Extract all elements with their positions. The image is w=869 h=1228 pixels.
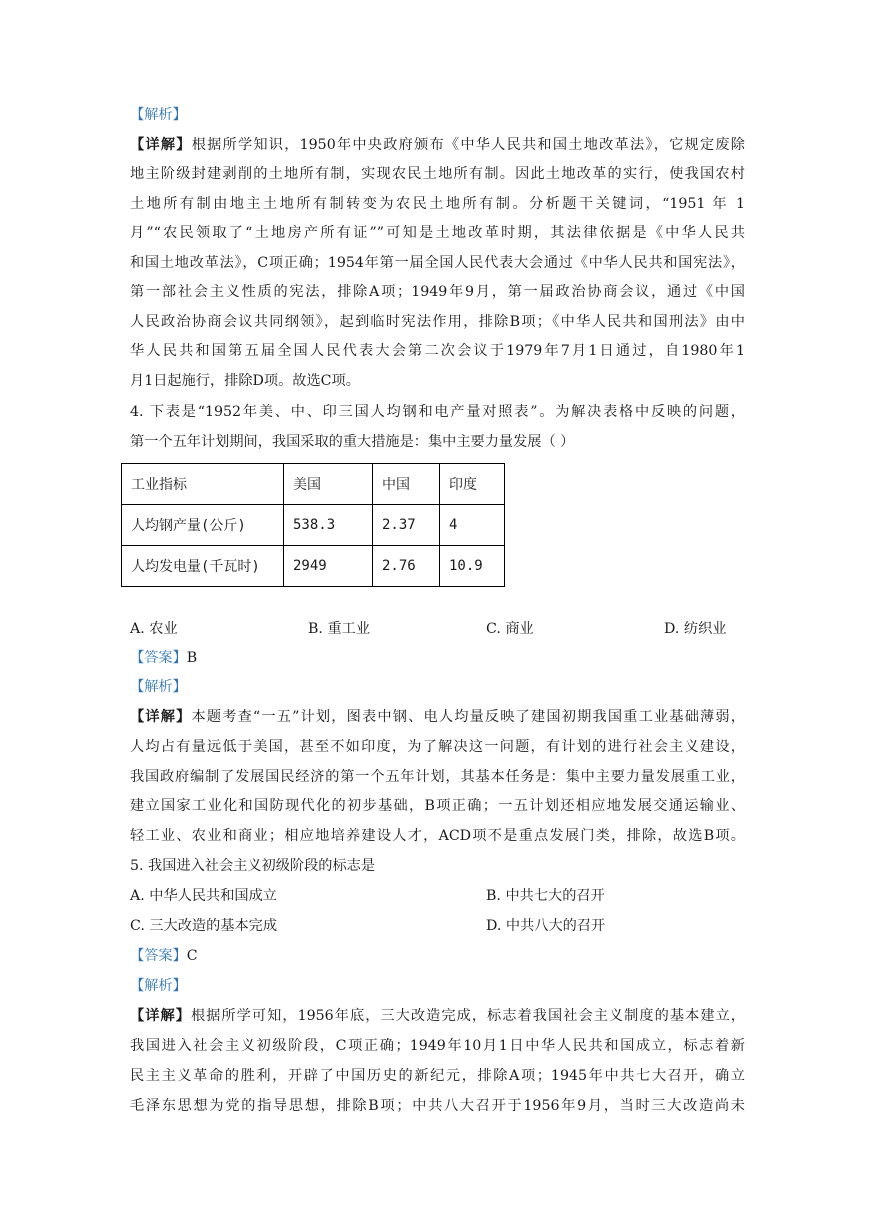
table-header-cell: 印度 (440, 464, 505, 505)
detail-line: 人民政治协商会议共同纲领》，起到临时宪法作用，排除B项；《中华人民共和国刑法》由中 (130, 314, 745, 330)
answer-line (130, 946, 745, 966)
table-row (122, 505, 505, 546)
detail-line: 建立国家工业化和国防现代化的初步基础，B项正确；一五计划还相应地发展交通运输业、 (130, 798, 745, 814)
option-a: A. 农业 (130, 621, 178, 637)
option-d: D. 纺织业 (664, 621, 727, 637)
table-cell: 人均发电量(千瓦时) (122, 546, 284, 587)
detail-line: 地主阶级封建剥削的土地所有制，实现农民土地所有制。因此土地改革的实行，使我国农村 (130, 166, 745, 182)
detail-line: 我国进入社会主义初级阶段，C项正确；1949年10月1日中华人民共和国成立，标志着新 (130, 1038, 745, 1054)
table-cell: 538.3 (284, 505, 373, 546)
answer-value: C (186, 948, 198, 964)
option-d: D. 中共八大的召开 (486, 918, 606, 934)
table-header-row (122, 464, 505, 505)
detail-line: 我国政府编制了发展国民经济的第一个五年计划，其基本任务是：集中主要力量发展重工业， (130, 769, 745, 785)
option-b: B. 中共七大的召开 (486, 888, 605, 904)
option-a: A. 中华人民共和国成立 (130, 888, 277, 904)
detail-line: 毛泽东思想为党的指导思想，排除B项；中共八大召开于1956年9月，当时三大改造尚未 (130, 1098, 745, 1114)
table-cell: 10.9 (440, 546, 505, 587)
detail-tag: 【详解】 (130, 137, 192, 153)
detail-line: 和国土地改革法》，C项正确；1954年第一届全国人民代表大会通过《中华人民共和国宪法》， (130, 255, 745, 271)
detail-line: 华人民共和国第五届全国人民代表大会第二次会议于1979年7月1日通过，自1980年1 (130, 343, 745, 359)
question-stem: 4. 下表是“1952年美、中、印三国人均钢和电产量对照表”。为解决表格中反映的问题， (130, 404, 745, 420)
table-header-cell: 工业指标 (122, 464, 284, 505)
detail-line: 轻工业、农业和商业；相应地培养建设人才，ACD项不是重点发展门类，排除，故选B项。 (130, 828, 745, 844)
detail-line: 人均占有量远低于美国，甚至不如印度，为了解决这一问题，有计划的进行社会主义建设， (130, 739, 745, 755)
analysis-tag: 【解析】 (130, 679, 187, 695)
analysis-tag: 【解析】 (130, 107, 187, 123)
detail-line: 民主主义革命的胜利，开辟了中国历史的新纪元，排除A项；1945年中共七大召开，确立 (130, 1068, 745, 1084)
answer-value: B (186, 650, 198, 666)
table-cell: 2.37 (373, 505, 440, 546)
table-cell: 4 (440, 505, 505, 546)
answer-tag: 【答案】 (130, 650, 187, 666)
table-header-cell: 中国 (373, 464, 440, 505)
option-b: B. 重工业 (308, 621, 371, 637)
detail-line: 月1日起施行，排除D项。故选C项。 (130, 373, 360, 389)
table-header-cell: 美国 (284, 464, 373, 505)
table-cell: 2.76 (373, 546, 440, 587)
detail-line: 【详解】根据所学知识，1950年中央政府颁布《中华人民共和国土地改革法》，它规定废除 (130, 137, 745, 153)
question-stem: 第一个五年计划期间，我国采取的重大措施是：集中主要力量发展（ ） (130, 434, 575, 450)
table-cell: 人均钢产量(公斤) (122, 505, 284, 546)
analysis-tag: 【解析】 (130, 978, 187, 994)
option-c: C. 三大改造的基本完成 (130, 918, 278, 934)
question-stem: 5. 我国进入社会主义初级阶段的标志是 (130, 858, 376, 874)
detail-line: 土地所有制由地主土地所有制转变为农民土地所有制。分析题干关键词，“1951 年 1 (130, 196, 745, 212)
detail-tag: 【详解】 (130, 709, 192, 725)
data-table (121, 463, 505, 587)
option-c: C. 商业 (486, 621, 534, 637)
detail-tag: 【详解】 (130, 1008, 191, 1024)
answer-line (130, 648, 745, 668)
table-row (122, 546, 505, 587)
detail-line: 【详解】本题考查“一五”计划，图表中钢、电人均量反映了建国初期我国重工业基础薄弱， (130, 709, 745, 725)
answer-tag: 【答案】 (130, 948, 187, 964)
detail-line: 月”“农民领取了“土地房产所有证””可知是土地改革时期，其法律依据是《中华人民共 (130, 225, 745, 241)
detail-line: 第一部社会主义性质的宪法，排除A项；1949年9月，第一届政治协商会议，通过《中国 (130, 284, 745, 300)
table-cell: 2949 (284, 546, 373, 587)
detail-line: 【详解】根据所学可知，1956年底，三大改造完成，标志着我国社会主义制度的基本建立， (130, 1008, 745, 1024)
